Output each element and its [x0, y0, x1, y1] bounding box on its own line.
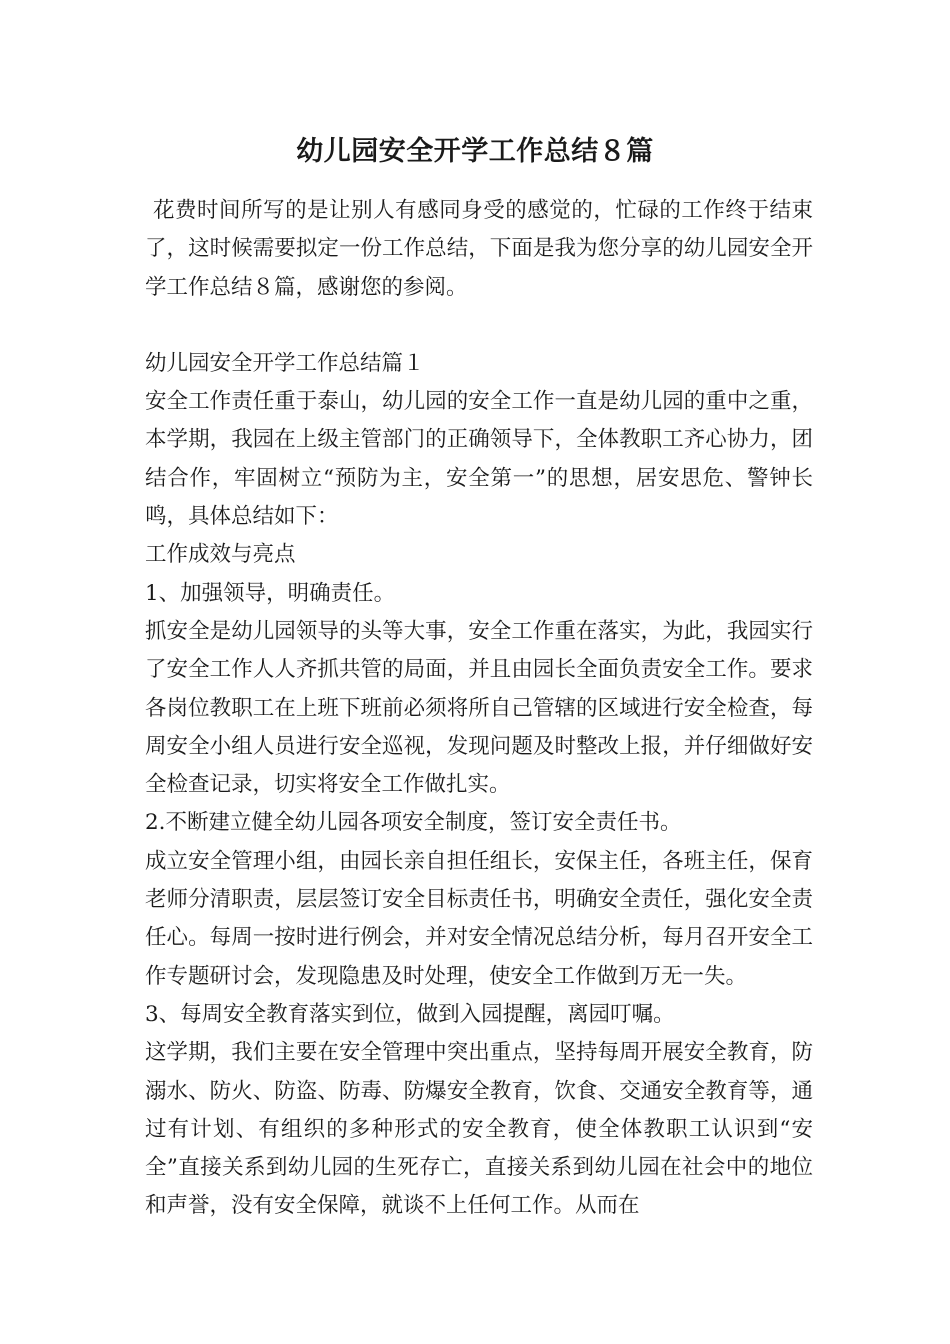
document-body — [145, 192, 813, 1226]
body-paragraph: 抓安全是幼儿园领导的头等大事，安全工作重在落实，为此，我园实行了安全工作人人齐抓共管的局面，并且由园长全面负责安全工作。要求各岗位教职工在上班下班前必须将所自己管辖的区域进行安全检查，每周安全小组人员进行安全巡视，发现问题及时整改上报，并仔细做好安全检查记录，切实将安全工作做扎实。 — [145, 618, 813, 798]
body-paragraph: 安全工作责任重于泰山，幼儿园的安全工作一直是幼儿园的重中之重，本学期，我园在上级主管部门的正确领导下，全体教职工齐心协力，团结合作，牢固树立“预防为主，安全第一”的思想，居安思危、警钟长鸣，具体总结如下： — [145, 389, 813, 530]
paragraph-gap — [145, 307, 813, 345]
body-paragraph: 这学期，我们主要在安全管理中突出重点，坚持每周开展安全教育，防溺水、防火、防盗、防毒、防爆安全教育，饮食、交通安全教育等，通过有计划、有组织的多种形式的安全教育，使全体教职工认识到“安全”直接关系到幼儿园的生死存亡，直接关系到幼儿园在社会中的地位和声誉，没有安全保障，就谈不上任何工作。从而在 — [145, 1040, 813, 1219]
document-title: 幼儿园安全开学工作总结８篇 — [296, 136, 654, 167]
item-heading: 3、每周安全教育落实到位，做到入园提醒，离园叮嘱。 — [145, 1001, 675, 1027]
item-heading: 1、加强领导，明确责任。 — [145, 580, 396, 606]
subheading-results: 工作成效与亮点 — [145, 542, 296, 568]
section-heading: 幼儿园安全开学工作总结篇１ — [145, 350, 425, 376]
body-paragraph: 成立安全管理小组，由园长亲自担任组长，安保主任，各班主任，保育老师分清职责，层层签订安全目标责任书，明确安全责任，强化安全责任心。每周一按时进行例会，并对安全情况总结分析，每月召开安全工作专题研讨会，发现隐患及时处理，使安全工作做到万无一失。 — [145, 848, 813, 989]
item-heading: 2.不断建立健全幼儿园各项安全制度，签订安全责任书。 — [145, 810, 682, 836]
intro-paragraph: 花费时间所写的是让别人有感同身受的感觉的，忙碌的工作终于结束了，这时候需要拟定一份工作总结，下面是我为您分享的幼儿园安全开学工作总结８篇，感谢您的参阅。 — [145, 198, 813, 300]
